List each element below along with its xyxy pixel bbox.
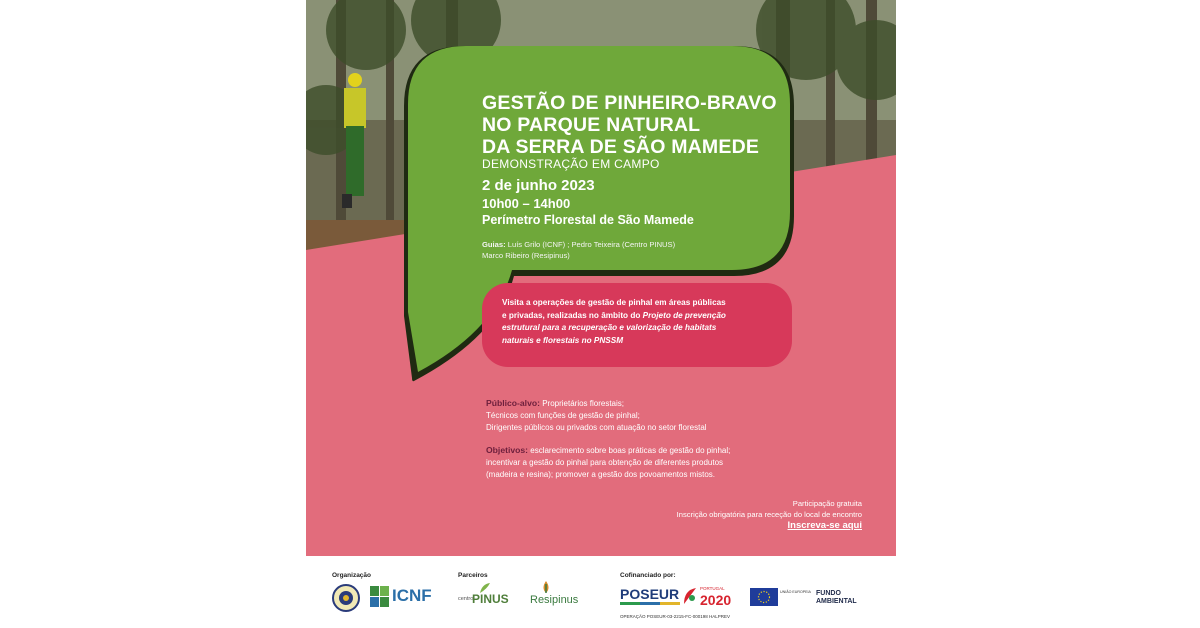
cofinanciado-heading: Cofinanciado por: [620, 572, 676, 579]
portugal-label: PORTUGAL [700, 586, 725, 591]
portugal-2020-icon [682, 586, 698, 606]
pinus-leaf-icon [478, 582, 492, 594]
resipinus-logo: Resipinus [530, 594, 579, 606]
guides-label: Guias: [482, 240, 506, 249]
centro-pinus-centro: centro [458, 596, 474, 602]
event-place: Perímetro Florestal de São Mamede [482, 213, 694, 227]
visit-line-3: estrutural para a recuperação e valorização de habitats [502, 323, 717, 332]
visit-line-4: naturais e florestais no PNSSM [502, 335, 624, 345]
resipinus-drop-icon [538, 580, 554, 594]
visit-line-2-italic: Projeto de prevenção [642, 310, 726, 320]
parceiros-heading: Parceiros [458, 572, 488, 579]
event-title [482, 92, 882, 158]
logos-strip [306, 562, 896, 628]
visit-line-1: Visita a operações de gestão de pinhal em áreas públicas [502, 298, 726, 307]
audience-line-3: Dirigentes públicos ou privados com atuação no setor florestal [486, 423, 707, 432]
portugal-2020-logo: 2020 [700, 592, 732, 608]
poseur-logo: POSEUR [620, 586, 680, 602]
objectives [486, 444, 806, 481]
objectives-line-2: incentivar a gestão do pinhal para obtenção de diferentes produtos [486, 458, 724, 467]
objectives-line-3: (madeira e resina); promover a gestão dos povoamentos mistos. [486, 470, 715, 479]
guides-line-1: Luís Grilo (ICNF) ; Pedro Teixeira (Centro PINUS) [505, 240, 676, 249]
visit-line-2: e privadas, realizadas no âmbito do [502, 310, 643, 320]
free-participation: Participação gratuita [792, 499, 862, 508]
event-time: 10h00 – 14h00 [482, 196, 571, 211]
event-poster [306, 0, 896, 556]
visit-description [502, 297, 767, 347]
audience [486, 397, 707, 434]
objectives-line-1: esclarecimento sobre boas práticas de gestão do pinhal; [528, 446, 731, 455]
organizacao-heading: Organização [332, 572, 372, 579]
audience-line-2: Técnicos com funções de gestão de pinhal; [486, 411, 640, 420]
title-line-2: NO PARQUE NATURAL [482, 114, 701, 136]
fundo-ambiental-logo [816, 590, 857, 606]
registration-required: Inscrição obrigatória para receção do local de encontro [676, 510, 862, 519]
icnf-icon [370, 586, 390, 608]
icnf-logo-text: ICNF [392, 586, 432, 605]
poseur-stripe [620, 602, 680, 605]
objectives-label: Objetivos: [486, 445, 529, 455]
ambiental-label: AMBIENTAL [816, 598, 857, 605]
eu-flag-icon [750, 588, 778, 606]
event-subtitle: DEMONSTRAÇÃO EM CAMPO [482, 157, 660, 171]
municipal-seal-logo [332, 584, 360, 612]
signup-link[interactable]: Inscreva-se aqui [787, 520, 862, 531]
fundo-label: FUNDO [816, 590, 841, 597]
operacao-code: OPERAÇÃO POSEUR-03-2215-FC-000198 HALPREV [620, 614, 731, 619]
registration-note [677, 498, 862, 520]
guides [482, 239, 675, 261]
centro-pinus-logo: PINUS [472, 592, 509, 606]
event-date: 2 de junho 2023 [482, 177, 595, 194]
guides-line-2: Marco Ribeiro (Resipinus) [482, 251, 570, 260]
audience-label: Público-alvo: [486, 398, 540, 408]
eu-label: UNIÃO EUROPEIA [780, 590, 811, 594]
title-line-1: GESTÃO DE PINHEIRO-BRAVO [482, 92, 777, 114]
audience-line-1: Proprietários florestais; [539, 399, 624, 408]
title-line-3: DA SERRA DE SÃO MAMEDE [482, 136, 760, 158]
